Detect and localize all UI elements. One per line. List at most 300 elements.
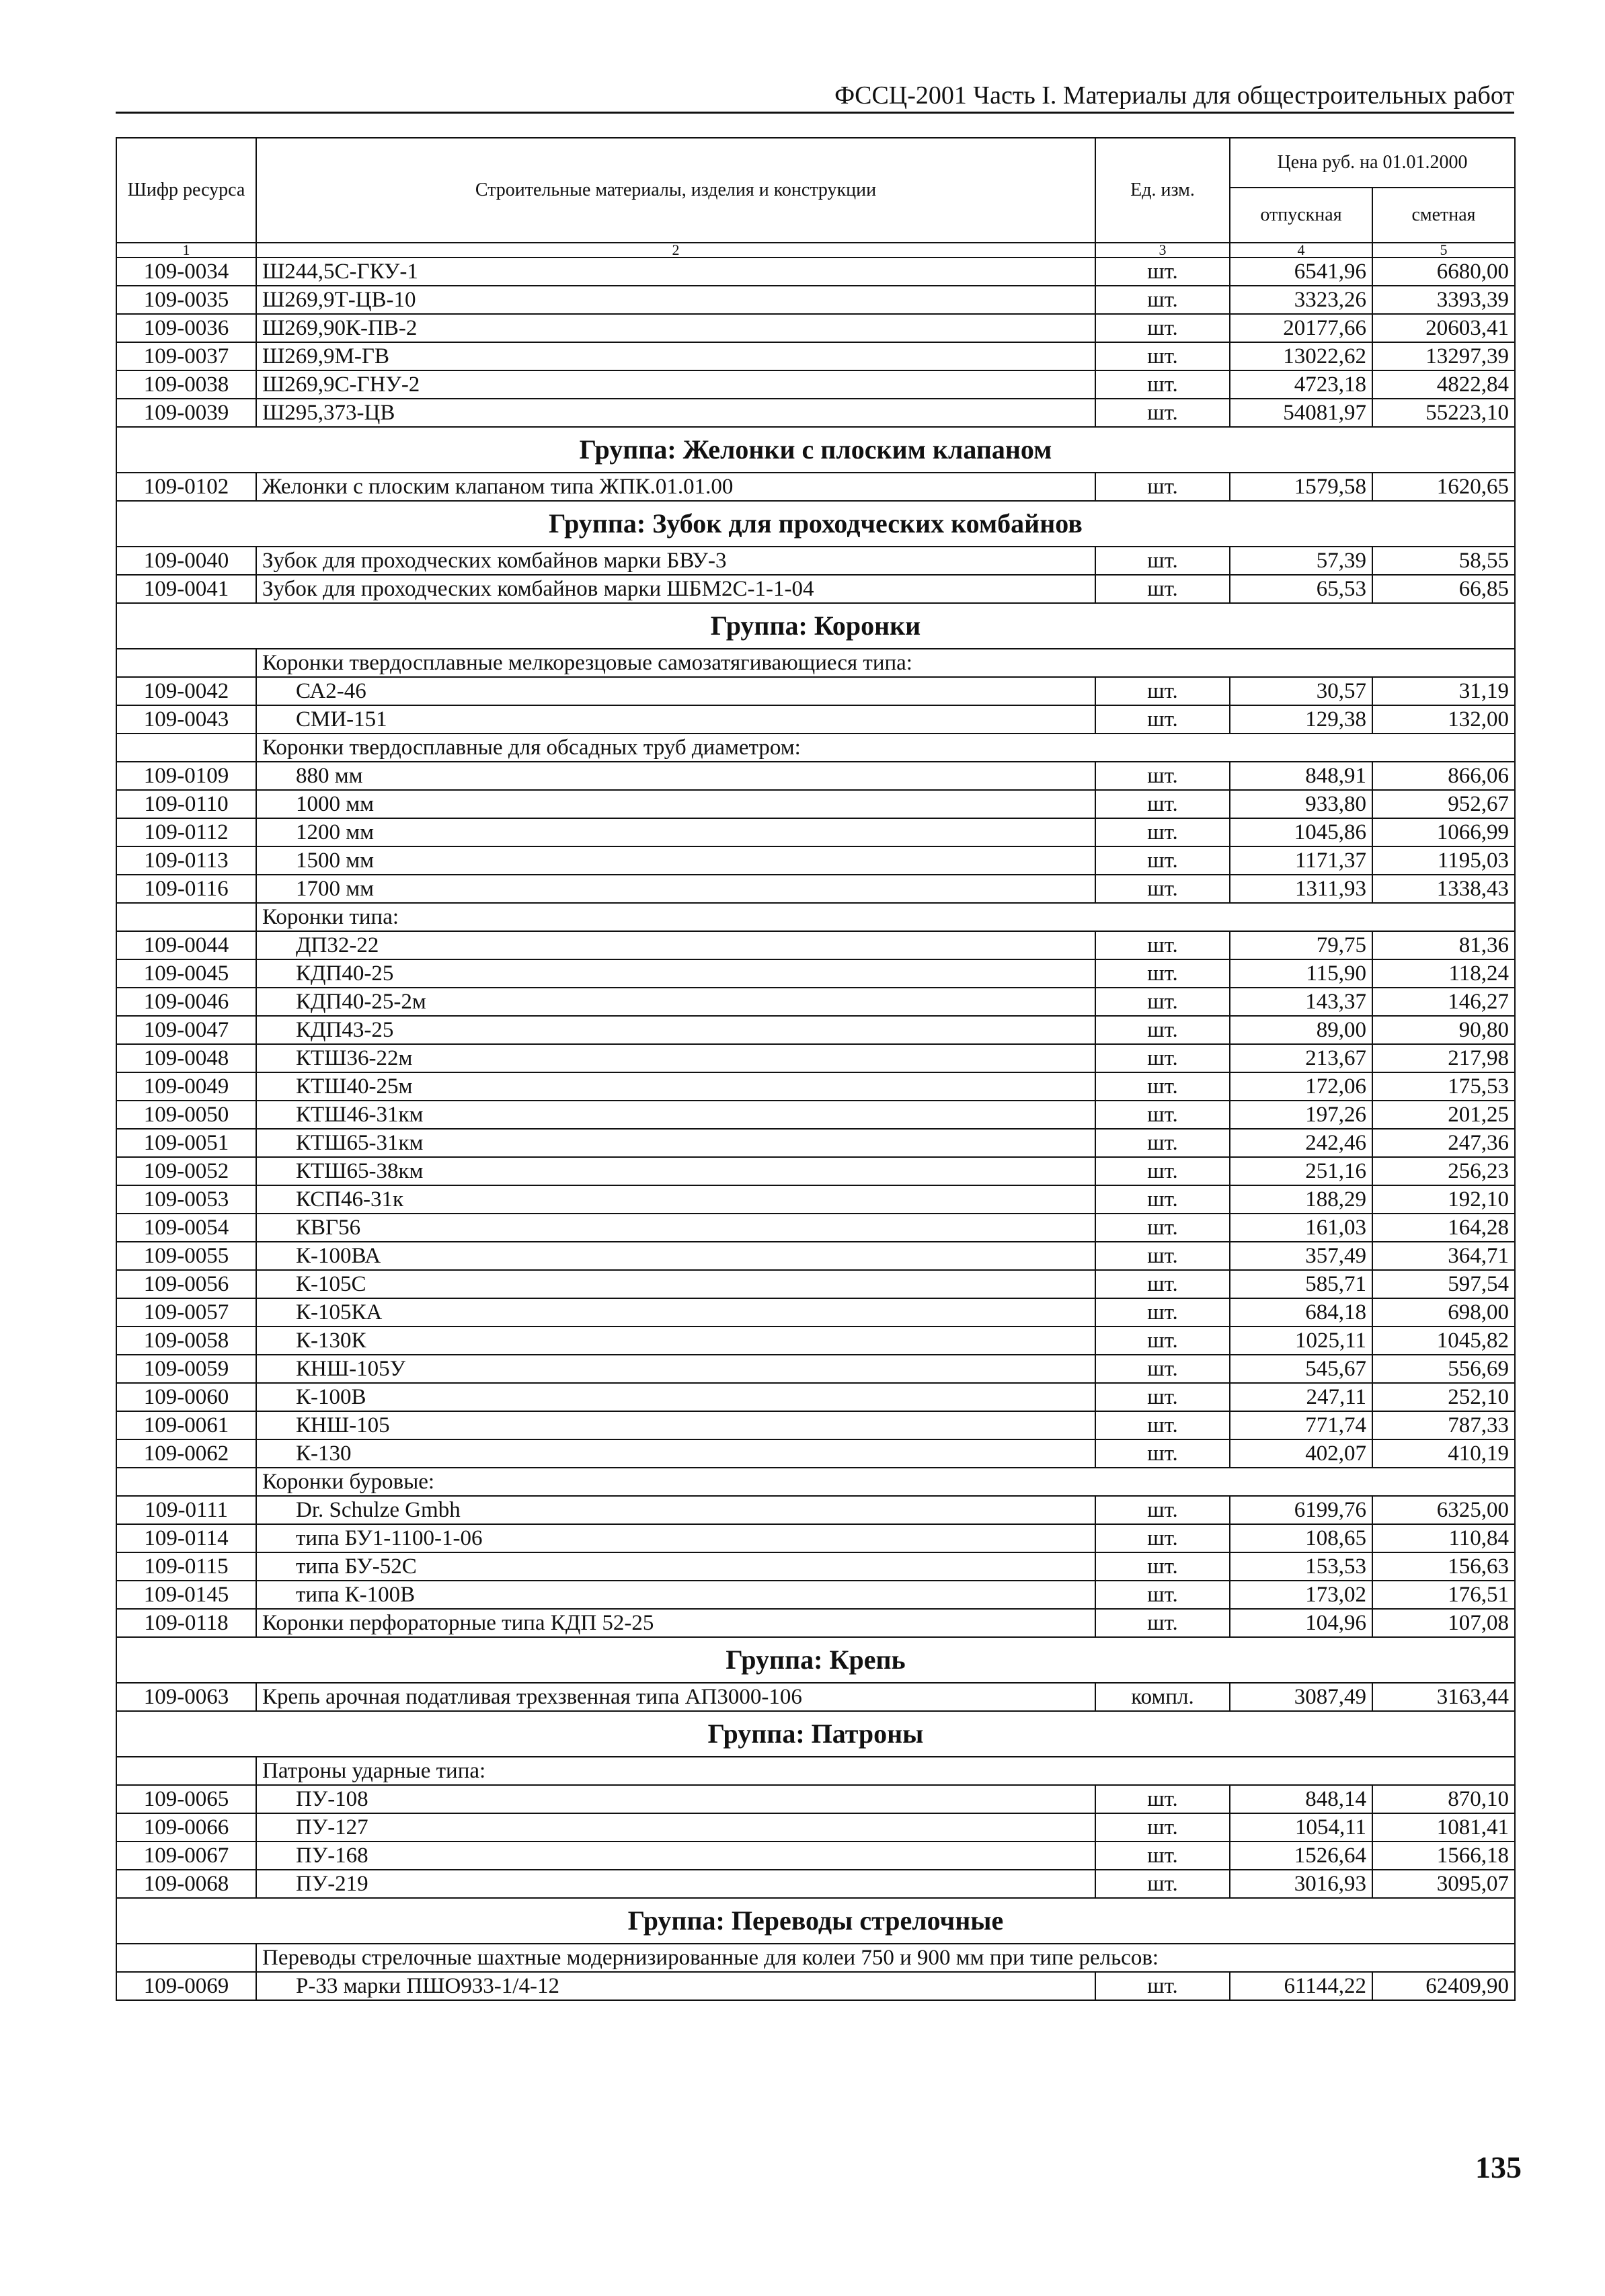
resource-code-cell: 109-0062 bbox=[116, 1439, 256, 1468]
estimate-price-cell: 62409,90 bbox=[1372, 1972, 1515, 2000]
table-row bbox=[116, 1355, 1515, 1383]
estimate-price-cell: 1620,65 bbox=[1372, 473, 1515, 501]
subheading-label: Патроны ударные типа: bbox=[256, 1757, 1515, 1785]
estimate-price-cell: 410,19 bbox=[1372, 1439, 1515, 1468]
unit-cell: шт. bbox=[1095, 1842, 1230, 1870]
resource-code-cell: 109-0045 bbox=[116, 959, 256, 988]
release-price-cell: 54081,97 bbox=[1230, 399, 1372, 427]
table-row bbox=[116, 790, 1515, 818]
material-name-cell: СА2-46 bbox=[256, 677, 1095, 705]
material-name-cell: Коронки перфораторные типа КДП 52-25 bbox=[256, 1609, 1095, 1637]
release-price-cell: 1579,58 bbox=[1230, 473, 1372, 501]
resource-code-cell: 109-0114 bbox=[116, 1524, 256, 1552]
group-heading-row bbox=[116, 1898, 1515, 1944]
estimate-price-cell: 866,06 bbox=[1372, 762, 1515, 790]
estimate-price-cell: 31,19 bbox=[1372, 677, 1515, 705]
material-name-cell: К-100В bbox=[256, 1383, 1095, 1411]
unit-cell: шт. bbox=[1095, 473, 1230, 501]
release-price-cell: 3016,93 bbox=[1230, 1870, 1372, 1898]
resource-code-cell: 109-0063 bbox=[116, 1683, 256, 1711]
material-name-cell: К-100ВА bbox=[256, 1242, 1095, 1270]
resource-code-cell: 109-0047 bbox=[116, 1016, 256, 1044]
column-number: 3 bbox=[1095, 243, 1230, 258]
table-row bbox=[116, 1157, 1515, 1185]
material-name-cell: КТШ46-31км bbox=[256, 1101, 1095, 1129]
table-row bbox=[116, 677, 1515, 705]
release-price-cell: 585,71 bbox=[1230, 1270, 1372, 1298]
unit-cell: шт. bbox=[1095, 1581, 1230, 1609]
unit-cell: шт. bbox=[1095, 875, 1230, 903]
unit-cell: шт. bbox=[1095, 286, 1230, 314]
column-number: 5 bbox=[1372, 243, 1515, 258]
unit-cell: шт. bbox=[1095, 399, 1230, 427]
column-number: 2 bbox=[256, 243, 1095, 258]
table-row bbox=[116, 1129, 1515, 1157]
subheading-label: Переводы стрелочные шахтные модернизированные для колеи 750 и 900 мм при типе рельсов: bbox=[256, 1944, 1515, 1972]
subheading-label: Коронки твердосплавные мелкорезцовые самозатягивающиеся типа: bbox=[256, 649, 1515, 677]
release-price-cell: 242,46 bbox=[1230, 1129, 1372, 1157]
resource-code-cell: 109-0041 bbox=[116, 575, 256, 603]
estimate-price-cell: 192,10 bbox=[1372, 1185, 1515, 1214]
subheading-label: Коронки типа: bbox=[256, 903, 1515, 931]
release-price-cell: 3323,26 bbox=[1230, 286, 1372, 314]
material-name-cell: 1200 мм bbox=[256, 818, 1095, 846]
unit-cell: шт. bbox=[1095, 1242, 1230, 1270]
table-row bbox=[116, 1870, 1515, 1898]
material-name-cell: КТШ65-38км bbox=[256, 1157, 1095, 1185]
release-price-cell: 197,26 bbox=[1230, 1101, 1372, 1129]
table-row bbox=[116, 1327, 1515, 1355]
unit-cell: шт. bbox=[1095, 1813, 1230, 1842]
table-row bbox=[116, 705, 1515, 734]
release-price-cell: 79,75 bbox=[1230, 931, 1372, 959]
unit-cell: шт. bbox=[1095, 370, 1230, 399]
resource-code-cell: 109-0116 bbox=[116, 875, 256, 903]
estimate-price-cell: 107,08 bbox=[1372, 1609, 1515, 1637]
material-name-cell: Р-33 марки ПШО933-1/4-12 bbox=[256, 1972, 1095, 2000]
table-row bbox=[116, 1842, 1515, 1870]
material-name-cell: ДП32-22 bbox=[256, 931, 1095, 959]
header-unit: Ед. изм. bbox=[1095, 138, 1230, 243]
release-price-cell: 213,67 bbox=[1230, 1044, 1372, 1072]
unit-cell: шт. bbox=[1095, 705, 1230, 734]
table-row bbox=[116, 1411, 1515, 1439]
unit-cell: шт. bbox=[1095, 1355, 1230, 1383]
estimate-price-cell: 81,36 bbox=[1372, 931, 1515, 959]
release-price-cell: 108,65 bbox=[1230, 1524, 1372, 1552]
subheading-label: Коронки твердосплавные для обсадных труб диаметром: bbox=[256, 734, 1515, 762]
unit-cell: шт. bbox=[1095, 818, 1230, 846]
resource-code-cell: 109-0102 bbox=[116, 473, 256, 501]
release-price-cell: 161,03 bbox=[1230, 1214, 1372, 1242]
material-name-cell: ПУ-127 bbox=[256, 1813, 1095, 1842]
release-price-cell: 402,07 bbox=[1230, 1439, 1372, 1468]
table-row bbox=[116, 1242, 1515, 1270]
material-name-cell: СМИ-151 bbox=[256, 705, 1095, 734]
header-name: Строительные материалы, изделия и конструкции bbox=[256, 138, 1095, 243]
release-price-cell: 1054,11 bbox=[1230, 1813, 1372, 1842]
material-name-cell: ПУ-219 bbox=[256, 1870, 1095, 1898]
subheading-label: Коронки буровые: bbox=[256, 1468, 1515, 1496]
table-row bbox=[116, 1813, 1515, 1842]
material-name-cell: Ш244,5С-ГКУ-1 bbox=[256, 258, 1095, 286]
subheading-blank-cell bbox=[116, 1468, 256, 1496]
estimate-price-cell: 4822,84 bbox=[1372, 370, 1515, 399]
header-code: Шифр ресурса bbox=[116, 138, 256, 243]
release-price-cell: 20177,66 bbox=[1230, 314, 1372, 342]
unit-cell: шт. bbox=[1095, 258, 1230, 286]
material-name-cell: Крепь арочная податливая трехзвенная типа АП3000-106 bbox=[256, 1683, 1095, 1711]
table-row bbox=[116, 1185, 1515, 1214]
group-title: Группа: Желонки с плоским клапаном bbox=[116, 427, 1515, 473]
unit-cell: шт. bbox=[1095, 1383, 1230, 1411]
resource-code-cell: 109-0068 bbox=[116, 1870, 256, 1898]
subheading-blank-cell bbox=[116, 734, 256, 762]
resource-code-cell: 109-0118 bbox=[116, 1609, 256, 1637]
resource-code-cell: 109-0044 bbox=[116, 931, 256, 959]
material-name-cell: КДП40-25-2м bbox=[256, 988, 1095, 1016]
estimate-price-cell: 55223,10 bbox=[1372, 399, 1515, 427]
unit-cell: шт. bbox=[1095, 1072, 1230, 1101]
unit-cell: шт. bbox=[1095, 762, 1230, 790]
resource-code-cell: 109-0039 bbox=[116, 399, 256, 427]
unit-cell: шт. bbox=[1095, 1609, 1230, 1637]
table-row bbox=[116, 547, 1515, 575]
resource-code-cell: 109-0113 bbox=[116, 846, 256, 875]
resource-code-cell: 109-0111 bbox=[116, 1496, 256, 1524]
release-price-cell: 57,39 bbox=[1230, 547, 1372, 575]
estimate-price-cell: 256,23 bbox=[1372, 1157, 1515, 1185]
unit-cell: шт. bbox=[1095, 1129, 1230, 1157]
estimate-price-cell: 247,36 bbox=[1372, 1129, 1515, 1157]
table-row bbox=[116, 931, 1515, 959]
release-price-cell: 65,53 bbox=[1230, 575, 1372, 603]
resource-code-cell: 109-0115 bbox=[116, 1552, 256, 1581]
resource-code-cell: 109-0050 bbox=[116, 1101, 256, 1129]
unit-cell: шт. bbox=[1095, 1101, 1230, 1129]
resource-code-cell: 109-0110 bbox=[116, 790, 256, 818]
estimate-price-cell: 3393,39 bbox=[1372, 286, 1515, 314]
estimate-price-cell: 1338,43 bbox=[1372, 875, 1515, 903]
subheading-row bbox=[116, 734, 1515, 762]
header-estimate-price: сметная bbox=[1372, 188, 1515, 243]
table-row bbox=[116, 473, 1515, 501]
table-row bbox=[116, 575, 1515, 603]
resource-code-cell: 109-0038 bbox=[116, 370, 256, 399]
column-number-row bbox=[116, 243, 1515, 258]
resource-code-cell: 109-0069 bbox=[116, 1972, 256, 2000]
material-name-cell: Ш269,9Т-ЦВ-10 bbox=[256, 286, 1095, 314]
material-name-cell: Ш295,373-ЦВ bbox=[256, 399, 1095, 427]
resource-code-cell: 109-0053 bbox=[116, 1185, 256, 1214]
material-name-cell: Зубок для проходческих комбайнов марки БВУ-3 bbox=[256, 547, 1095, 575]
header-price-group: Цена руб. на 01.01.2000 bbox=[1230, 138, 1515, 188]
resource-code-cell: 109-0034 bbox=[116, 258, 256, 286]
material-name-cell: КДП40-25 bbox=[256, 959, 1095, 988]
unit-cell: шт. bbox=[1095, 1327, 1230, 1355]
subheading-row bbox=[116, 649, 1515, 677]
release-price-cell: 1045,86 bbox=[1230, 818, 1372, 846]
table-row bbox=[116, 1383, 1515, 1411]
resource-code-cell: 109-0112 bbox=[116, 818, 256, 846]
estimate-price-cell: 176,51 bbox=[1372, 1581, 1515, 1609]
table-row bbox=[116, 1496, 1515, 1524]
unit-cell: шт. bbox=[1095, 342, 1230, 370]
release-price-cell: 1311,93 bbox=[1230, 875, 1372, 903]
estimate-price-cell: 1195,03 bbox=[1372, 846, 1515, 875]
release-price-cell: 1526,64 bbox=[1230, 1842, 1372, 1870]
material-name-cell: КДП43-25 bbox=[256, 1016, 1095, 1044]
estimate-price-cell: 13297,39 bbox=[1372, 342, 1515, 370]
table-header-row bbox=[116, 138, 1515, 188]
release-price-cell: 129,38 bbox=[1230, 705, 1372, 734]
estimate-price-cell: 164,28 bbox=[1372, 1214, 1515, 1242]
subheading-row bbox=[116, 903, 1515, 931]
estimate-price-cell: 952,67 bbox=[1372, 790, 1515, 818]
resource-code-cell: 109-0035 bbox=[116, 286, 256, 314]
unit-cell: шт. bbox=[1095, 677, 1230, 705]
estimate-price-cell: 556,69 bbox=[1372, 1355, 1515, 1383]
price-table-container bbox=[116, 137, 1514, 2001]
material-name-cell: КВГ56 bbox=[256, 1214, 1095, 1242]
resource-code-cell: 109-0040 bbox=[116, 547, 256, 575]
table-row bbox=[116, 370, 1515, 399]
resource-code-cell: 109-0060 bbox=[116, 1383, 256, 1411]
unit-cell: шт. bbox=[1095, 547, 1230, 575]
resource-code-cell: 109-0057 bbox=[116, 1298, 256, 1327]
resource-code-cell: 109-0042 bbox=[116, 677, 256, 705]
estimate-price-cell: 118,24 bbox=[1372, 959, 1515, 988]
estimate-price-cell: 364,71 bbox=[1372, 1242, 1515, 1270]
material-name-cell: 1000 мм bbox=[256, 790, 1095, 818]
resource-code-cell: 109-0046 bbox=[116, 988, 256, 1016]
table-row bbox=[116, 1552, 1515, 1581]
material-name-cell: КТШ65-31км bbox=[256, 1129, 1095, 1157]
release-price-cell: 6199,76 bbox=[1230, 1496, 1372, 1524]
unit-cell: шт. bbox=[1095, 1185, 1230, 1214]
group-title: Группа: Коронки bbox=[116, 603, 1515, 649]
resource-code-cell: 109-0056 bbox=[116, 1270, 256, 1298]
unit-cell: шт. bbox=[1095, 1044, 1230, 1072]
release-price-cell: 848,91 bbox=[1230, 762, 1372, 790]
estimate-price-cell: 6680,00 bbox=[1372, 258, 1515, 286]
resource-code-cell: 109-0059 bbox=[116, 1355, 256, 1383]
release-price-cell: 30,57 bbox=[1230, 677, 1372, 705]
column-number: 1 bbox=[116, 243, 256, 258]
estimate-price-cell: 90,80 bbox=[1372, 1016, 1515, 1044]
resource-code-cell: 109-0109 bbox=[116, 762, 256, 790]
material-name-cell: Ш269,9С-ГНУ-2 bbox=[256, 370, 1095, 399]
material-name-cell: К-130 bbox=[256, 1439, 1095, 1468]
estimate-price-cell: 175,53 bbox=[1372, 1072, 1515, 1101]
table-row bbox=[116, 959, 1515, 988]
estimate-price-cell: 110,84 bbox=[1372, 1524, 1515, 1552]
subheading-blank-cell bbox=[116, 1757, 256, 1785]
release-price-cell: 1025,11 bbox=[1230, 1327, 1372, 1355]
release-price-cell: 153,53 bbox=[1230, 1552, 1372, 1581]
header-title: ФССЦ-2001 Часть I. Материалы для общестроительных работ bbox=[834, 81, 1514, 110]
material-name-cell: Желонки с плоским клапаном типа ЖПК.01.01.00 bbox=[256, 473, 1095, 501]
unit-cell: шт. bbox=[1095, 1552, 1230, 1581]
table-row bbox=[116, 1439, 1515, 1468]
material-name-cell: Зубок для проходческих комбайнов марки ШБМ2С-1-1-04 bbox=[256, 575, 1095, 603]
estimate-price-cell: 20603,41 bbox=[1372, 314, 1515, 342]
table-row bbox=[116, 875, 1515, 903]
unit-cell: компл. bbox=[1095, 1683, 1230, 1711]
material-name-cell: Ш269,9М-ГВ bbox=[256, 342, 1095, 370]
release-price-cell: 357,49 bbox=[1230, 1242, 1372, 1270]
price-table bbox=[116, 137, 1516, 2001]
estimate-price-cell: 3163,44 bbox=[1372, 1683, 1515, 1711]
estimate-price-cell: 132,00 bbox=[1372, 705, 1515, 734]
table-row bbox=[116, 1581, 1515, 1609]
release-price-cell: 115,90 bbox=[1230, 959, 1372, 988]
unit-cell: шт. bbox=[1095, 1016, 1230, 1044]
material-name-cell: 1500 мм bbox=[256, 846, 1095, 875]
material-name-cell: К-130К bbox=[256, 1327, 1095, 1355]
table-row bbox=[116, 1298, 1515, 1327]
material-name-cell: КНШ-105 bbox=[256, 1411, 1095, 1439]
material-name-cell: Dr. Schulze Gmbh bbox=[256, 1496, 1095, 1524]
estimate-price-cell: 201,25 bbox=[1372, 1101, 1515, 1129]
resource-code-cell: 109-0054 bbox=[116, 1214, 256, 1242]
material-name-cell: КСП46-31к bbox=[256, 1185, 1095, 1214]
table-row bbox=[116, 1683, 1515, 1711]
table-row bbox=[116, 258, 1515, 286]
release-price-cell: 143,37 bbox=[1230, 988, 1372, 1016]
unit-cell: шт. bbox=[1095, 575, 1230, 603]
estimate-price-cell: 252,10 bbox=[1372, 1383, 1515, 1411]
material-name-cell: К-105С bbox=[256, 1270, 1095, 1298]
release-price-cell: 188,29 bbox=[1230, 1185, 1372, 1214]
resource-code-cell: 109-0145 bbox=[116, 1581, 256, 1609]
estimate-price-cell: 1066,99 bbox=[1372, 818, 1515, 846]
table-row bbox=[116, 342, 1515, 370]
unit-cell: шт. bbox=[1095, 931, 1230, 959]
resource-code-cell: 109-0065 bbox=[116, 1785, 256, 1813]
release-price-cell: 251,16 bbox=[1230, 1157, 1372, 1185]
table-row bbox=[116, 988, 1515, 1016]
unit-cell: шт. bbox=[1095, 846, 1230, 875]
subheading-blank-cell bbox=[116, 649, 256, 677]
unit-cell: шт. bbox=[1095, 1214, 1230, 1242]
unit-cell: шт. bbox=[1095, 314, 1230, 342]
estimate-price-cell: 698,00 bbox=[1372, 1298, 1515, 1327]
subheading-row bbox=[116, 1468, 1515, 1496]
page-header bbox=[116, 79, 1514, 114]
table-row bbox=[116, 818, 1515, 846]
material-name-cell: КТШ40-25м bbox=[256, 1072, 1095, 1101]
release-price-cell: 4723,18 bbox=[1230, 370, 1372, 399]
group-title: Группа: Переводы стрелочные bbox=[116, 1898, 1515, 1944]
estimate-price-cell: 870,10 bbox=[1372, 1785, 1515, 1813]
release-price-cell: 3087,49 bbox=[1230, 1683, 1372, 1711]
estimate-price-cell: 6325,00 bbox=[1372, 1496, 1515, 1524]
table-row bbox=[116, 1270, 1515, 1298]
release-price-cell: 13022,62 bbox=[1230, 342, 1372, 370]
group-title: Группа: Крепь bbox=[116, 1637, 1515, 1683]
group-heading-row bbox=[116, 1711, 1515, 1757]
material-name-cell: ПУ-168 bbox=[256, 1842, 1095, 1870]
unit-cell: шт. bbox=[1095, 1524, 1230, 1552]
table-row bbox=[116, 1785, 1515, 1813]
table-row bbox=[116, 762, 1515, 790]
subheading-row bbox=[116, 1757, 1515, 1785]
resource-code-cell: 109-0061 bbox=[116, 1411, 256, 1439]
resource-code-cell: 109-0055 bbox=[116, 1242, 256, 1270]
resource-code-cell: 109-0051 bbox=[116, 1129, 256, 1157]
table-row bbox=[116, 1524, 1515, 1552]
group-title: Группа: Патроны bbox=[116, 1711, 1515, 1757]
material-name-cell: Ш269,90К-ПВ-2 bbox=[256, 314, 1095, 342]
release-price-cell: 6541,96 bbox=[1230, 258, 1372, 286]
group-heading-row bbox=[116, 603, 1515, 649]
release-price-cell: 247,11 bbox=[1230, 1383, 1372, 1411]
unit-cell: шт. bbox=[1095, 1298, 1230, 1327]
table-row bbox=[116, 1072, 1515, 1101]
group-heading-row bbox=[116, 427, 1515, 473]
material-name-cell: типа БУ-52С bbox=[256, 1552, 1095, 1581]
resource-code-cell: 109-0048 bbox=[116, 1044, 256, 1072]
estimate-price-cell: 146,27 bbox=[1372, 988, 1515, 1016]
resource-code-cell: 109-0037 bbox=[116, 342, 256, 370]
estimate-price-cell: 597,54 bbox=[1372, 1270, 1515, 1298]
unit-cell: шт. bbox=[1095, 1270, 1230, 1298]
header-release-price: отпускная bbox=[1230, 188, 1372, 243]
resource-code-cell: 109-0066 bbox=[116, 1813, 256, 1842]
group-title: Группа: Зубок для проходческих комбайнов bbox=[116, 501, 1515, 547]
table-row bbox=[116, 1214, 1515, 1242]
resource-code-cell: 109-0049 bbox=[116, 1072, 256, 1101]
estimate-price-cell: 1045,82 bbox=[1372, 1327, 1515, 1355]
release-price-cell: 173,02 bbox=[1230, 1581, 1372, 1609]
table-row bbox=[116, 399, 1515, 427]
estimate-price-cell: 3095,07 bbox=[1372, 1870, 1515, 1898]
material-name-cell: 880 мм bbox=[256, 762, 1095, 790]
material-name-cell: типа К-100В bbox=[256, 1581, 1095, 1609]
table-row bbox=[116, 1101, 1515, 1129]
release-price-cell: 545,67 bbox=[1230, 1355, 1372, 1383]
material-name-cell: ПУ-108 bbox=[256, 1785, 1095, 1813]
table-row bbox=[116, 286, 1515, 314]
material-name-cell: КНШ-105У bbox=[256, 1355, 1095, 1383]
table-row bbox=[116, 1972, 1515, 2000]
release-price-cell: 684,18 bbox=[1230, 1298, 1372, 1327]
subheading-row bbox=[116, 1944, 1515, 1972]
resource-code-cell: 109-0036 bbox=[116, 314, 256, 342]
table-row bbox=[116, 1044, 1515, 1072]
unit-cell: шт. bbox=[1095, 790, 1230, 818]
material-name-cell: КТШ36-22м bbox=[256, 1044, 1095, 1072]
resource-code-cell: 109-0043 bbox=[116, 705, 256, 734]
table-body bbox=[116, 258, 1515, 2000]
resource-code-cell: 109-0067 bbox=[116, 1842, 256, 1870]
group-heading-row bbox=[116, 1637, 1515, 1683]
unit-cell: шт. bbox=[1095, 1870, 1230, 1898]
column-number: 4 bbox=[1230, 243, 1372, 258]
subheading-blank-cell bbox=[116, 1944, 256, 1972]
release-price-cell: 172,06 bbox=[1230, 1072, 1372, 1101]
page-number: 135 bbox=[1475, 2150, 1522, 2184]
release-price-cell: 61144,22 bbox=[1230, 1972, 1372, 2000]
estimate-price-cell: 58,55 bbox=[1372, 547, 1515, 575]
table-row bbox=[116, 314, 1515, 342]
unit-cell: шт. bbox=[1095, 1439, 1230, 1468]
release-price-cell: 933,80 bbox=[1230, 790, 1372, 818]
estimate-price-cell: 156,63 bbox=[1372, 1552, 1515, 1581]
release-price-cell: 89,00 bbox=[1230, 1016, 1372, 1044]
unit-cell: шт. bbox=[1095, 988, 1230, 1016]
